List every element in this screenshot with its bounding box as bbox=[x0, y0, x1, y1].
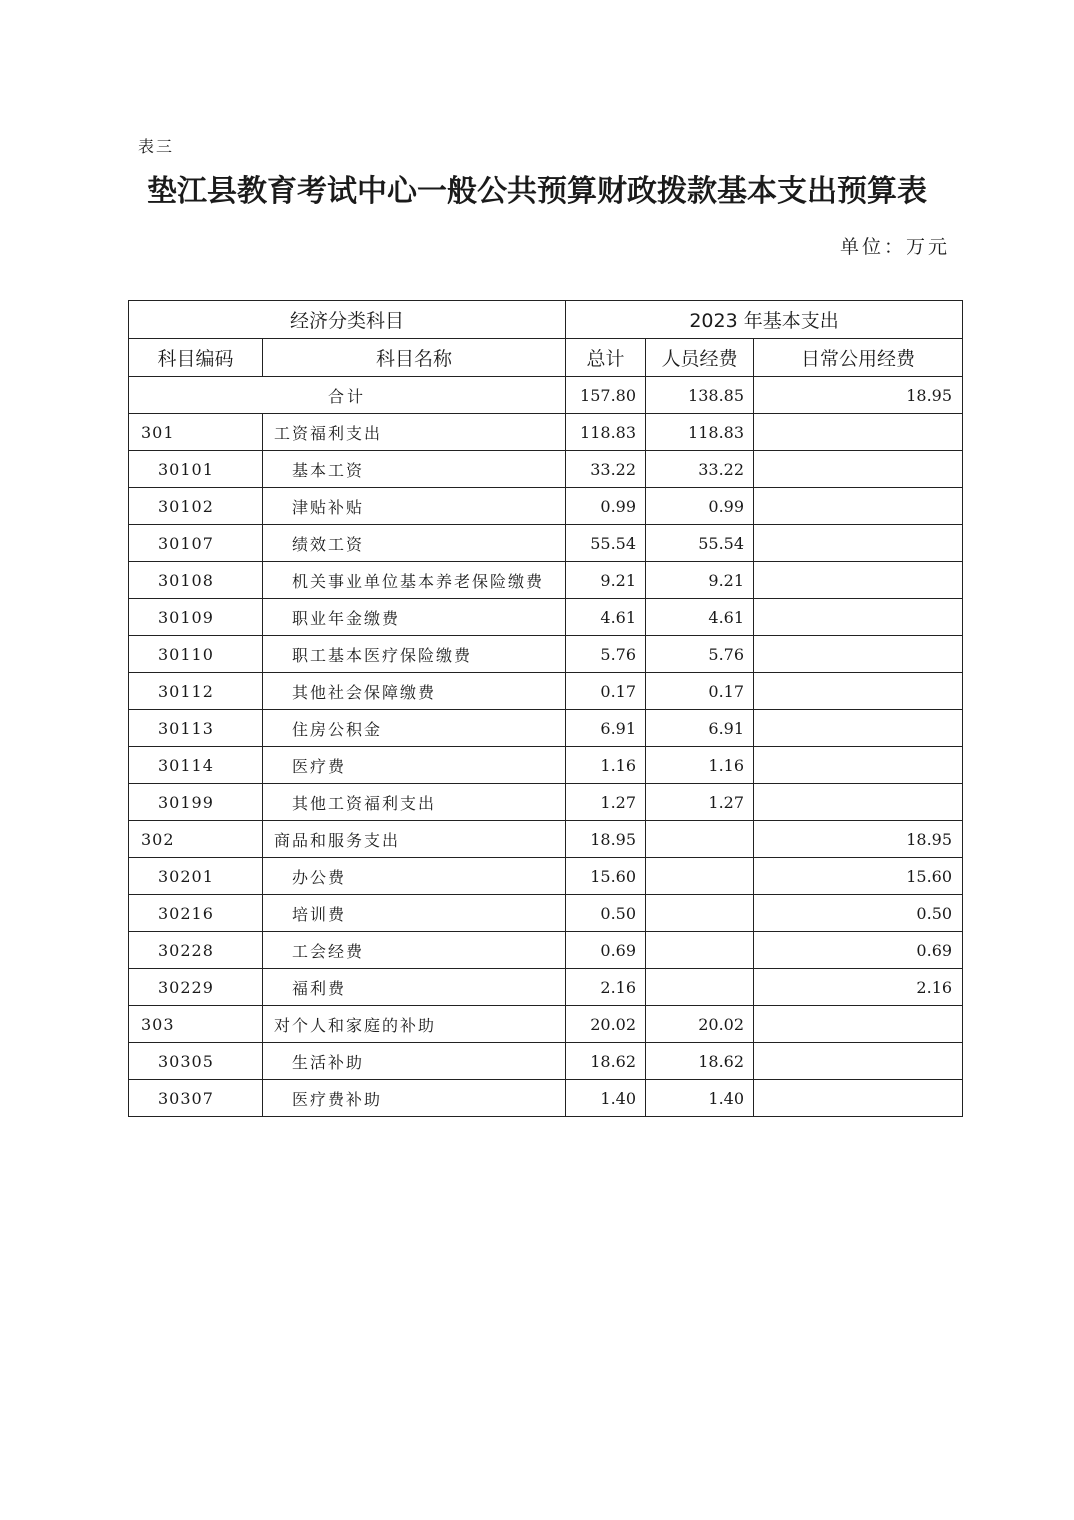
row-total: 18.62 bbox=[566, 1043, 646, 1080]
row-personnel: 0.17 bbox=[646, 673, 754, 710]
row-code: 30201 bbox=[129, 858, 263, 895]
row-total: 0.50 bbox=[566, 895, 646, 932]
row-total: 0.17 bbox=[566, 673, 646, 710]
row-public bbox=[754, 414, 963, 451]
page-title: 垫江县教育考试中心一般公共预算财政拨款基本支出预算表 bbox=[147, 174, 927, 209]
row-name: 职业年金缴费 bbox=[263, 599, 566, 636]
header-row-columns bbox=[129, 339, 963, 377]
row-total: 20.02 bbox=[566, 1006, 646, 1043]
total-row bbox=[129, 377, 963, 414]
row-public: 0.50 bbox=[754, 895, 963, 932]
table-row bbox=[129, 969, 963, 1006]
row-public bbox=[754, 1043, 963, 1080]
total-total: 157.80 bbox=[566, 377, 646, 414]
row-total: 15.60 bbox=[566, 858, 646, 895]
table-row bbox=[129, 747, 963, 784]
row-name: 机关事业单位基本养老保险缴费 bbox=[263, 562, 566, 599]
row-name: 对个人和家庭的补助 bbox=[263, 1006, 566, 1043]
table-row bbox=[129, 636, 963, 673]
header-public: 日常公用经费 bbox=[754, 339, 963, 377]
row-code: 30107 bbox=[129, 525, 263, 562]
row-public bbox=[754, 1006, 963, 1043]
row-name: 工资福利支出 bbox=[263, 414, 566, 451]
row-total: 33.22 bbox=[566, 451, 646, 488]
row-public bbox=[754, 488, 963, 525]
header-personnel: 人员经费 bbox=[646, 339, 754, 377]
row-public bbox=[754, 1080, 963, 1117]
row-personnel: 1.16 bbox=[646, 747, 754, 784]
row-name: 办公费 bbox=[263, 858, 566, 895]
row-total: 1.27 bbox=[566, 784, 646, 821]
row-total: 18.95 bbox=[566, 821, 646, 858]
row-total: 118.83 bbox=[566, 414, 646, 451]
row-personnel: 18.62 bbox=[646, 1043, 754, 1080]
row-public bbox=[754, 673, 963, 710]
header-code: 科目编码 bbox=[129, 339, 263, 377]
row-code: 30109 bbox=[129, 599, 263, 636]
row-personnel bbox=[646, 858, 754, 895]
budget-table bbox=[128, 300, 963, 1117]
table-row bbox=[129, 858, 963, 895]
table-row bbox=[129, 1043, 963, 1080]
row-total: 1.40 bbox=[566, 1080, 646, 1117]
row-public bbox=[754, 747, 963, 784]
table-row bbox=[129, 525, 963, 562]
row-name: 基本工资 bbox=[263, 451, 566, 488]
row-total: 2.16 bbox=[566, 969, 646, 1006]
row-code: 30112 bbox=[129, 673, 263, 710]
row-code: 303 bbox=[129, 1006, 263, 1043]
row-name: 培训费 bbox=[263, 895, 566, 932]
table-row bbox=[129, 710, 963, 747]
table-row bbox=[129, 488, 963, 525]
table-row bbox=[129, 599, 963, 636]
unit-label: 单位：万元 bbox=[839, 236, 950, 258]
row-public: 15.60 bbox=[754, 858, 963, 895]
row-public: 18.95 bbox=[754, 821, 963, 858]
row-total: 0.99 bbox=[566, 488, 646, 525]
row-personnel: 4.61 bbox=[646, 599, 754, 636]
row-code: 30216 bbox=[129, 895, 263, 932]
row-code: 30228 bbox=[129, 932, 263, 969]
row-personnel: 6.91 bbox=[646, 710, 754, 747]
row-personnel: 0.99 bbox=[646, 488, 754, 525]
table-row bbox=[129, 414, 963, 451]
row-personnel: 1.27 bbox=[646, 784, 754, 821]
table-row bbox=[129, 562, 963, 599]
row-name: 住房公积金 bbox=[263, 710, 566, 747]
table-row bbox=[129, 673, 963, 710]
table-row bbox=[129, 1080, 963, 1117]
row-name: 津贴补贴 bbox=[263, 488, 566, 525]
table-row bbox=[129, 451, 963, 488]
table-row bbox=[129, 784, 963, 821]
row-personnel bbox=[646, 821, 754, 858]
header-row-group bbox=[129, 301, 963, 339]
row-personnel: 1.40 bbox=[646, 1080, 754, 1117]
row-personnel bbox=[646, 969, 754, 1006]
row-code: 30101 bbox=[129, 451, 263, 488]
row-total: 55.54 bbox=[566, 525, 646, 562]
row-code: 301 bbox=[129, 414, 263, 451]
row-name: 其他工资福利支出 bbox=[263, 784, 566, 821]
row-code: 30307 bbox=[129, 1080, 263, 1117]
row-name: 商品和服务支出 bbox=[263, 821, 566, 858]
row-name: 工会经费 bbox=[263, 932, 566, 969]
row-public bbox=[754, 710, 963, 747]
row-code: 30113 bbox=[129, 710, 263, 747]
row-public: 0.69 bbox=[754, 932, 963, 969]
table-row bbox=[129, 1006, 963, 1043]
row-name: 职工基本医疗保险缴费 bbox=[263, 636, 566, 673]
row-public: 2.16 bbox=[754, 969, 963, 1006]
row-total: 6.91 bbox=[566, 710, 646, 747]
row-total: 5.76 bbox=[566, 636, 646, 673]
table-row bbox=[129, 932, 963, 969]
total-public: 18.95 bbox=[754, 377, 963, 414]
row-personnel: 55.54 bbox=[646, 525, 754, 562]
document-label: 表三 bbox=[138, 137, 175, 156]
row-personnel: 9.21 bbox=[646, 562, 754, 599]
header-economic-category: 经济分类科目 bbox=[129, 301, 566, 339]
row-total: 4.61 bbox=[566, 599, 646, 636]
table-row bbox=[129, 821, 963, 858]
row-total: 1.16 bbox=[566, 747, 646, 784]
row-public bbox=[754, 636, 963, 673]
row-code: 302 bbox=[129, 821, 263, 858]
row-total: 0.69 bbox=[566, 932, 646, 969]
row-name: 其他社会保障缴费 bbox=[263, 673, 566, 710]
row-code: 30114 bbox=[129, 747, 263, 784]
table-row bbox=[129, 895, 963, 932]
row-name: 生活补助 bbox=[263, 1043, 566, 1080]
row-personnel: 20.02 bbox=[646, 1006, 754, 1043]
row-public bbox=[754, 599, 963, 636]
row-public bbox=[754, 562, 963, 599]
header-basic-expenditure: 2023 年基本支出 bbox=[566, 301, 963, 339]
row-personnel bbox=[646, 895, 754, 932]
row-personnel: 5.76 bbox=[646, 636, 754, 673]
header-total: 总计 bbox=[566, 339, 646, 377]
row-public bbox=[754, 451, 963, 488]
row-code: 30199 bbox=[129, 784, 263, 821]
row-personnel bbox=[646, 932, 754, 969]
total-personnel: 138.85 bbox=[646, 377, 754, 414]
total-label: 合计 bbox=[129, 377, 566, 414]
row-code: 30102 bbox=[129, 488, 263, 525]
row-personnel: 118.83 bbox=[646, 414, 754, 451]
row-name: 医疗费补助 bbox=[263, 1080, 566, 1117]
row-code: 30110 bbox=[129, 636, 263, 673]
row-code: 30305 bbox=[129, 1043, 263, 1080]
row-total: 9.21 bbox=[566, 562, 646, 599]
header-name: 科目名称 bbox=[263, 339, 566, 377]
row-name: 福利费 bbox=[263, 969, 566, 1006]
row-personnel: 33.22 bbox=[646, 451, 754, 488]
row-name: 绩效工资 bbox=[263, 525, 566, 562]
row-name: 医疗费 bbox=[263, 747, 566, 784]
row-code: 30229 bbox=[129, 969, 263, 1006]
row-public bbox=[754, 784, 963, 821]
row-code: 30108 bbox=[129, 562, 263, 599]
row-public bbox=[754, 525, 963, 562]
